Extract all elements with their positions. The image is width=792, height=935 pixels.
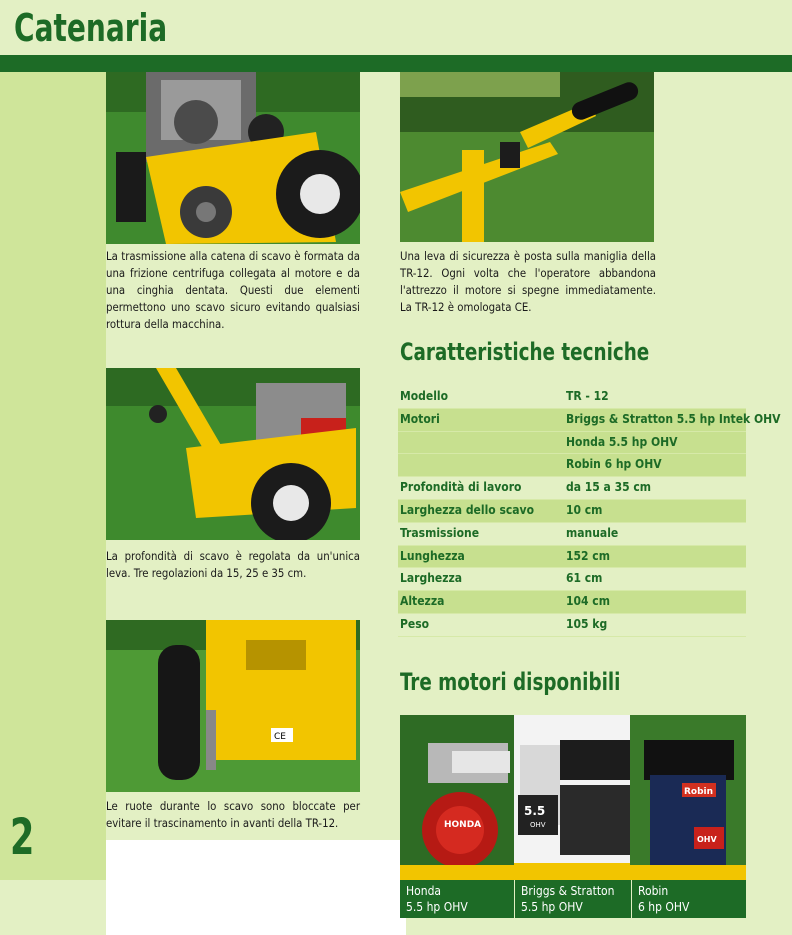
spec-row-model	[398, 386, 746, 409]
left-band	[0, 70, 106, 880]
spec-label: Larghezza	[400, 571, 463, 586]
title-bar	[0, 55, 792, 72]
spec-value: TR - 12	[566, 389, 609, 403]
spec-label: Profondità di lavoro	[400, 480, 522, 495]
photo-wheels	[106, 620, 360, 792]
photo-depth-lever	[106, 368, 360, 540]
caption-transmission: La trasmissione alla catena di scavo è formata da una frizione centrifuga collegata al motore e da una cinghia dentata. Questi due elementi permettono uno scavo sicuro evitando qualsiasi rottura della macchina.	[106, 250, 360, 331]
spec-value: 104 cm	[566, 594, 610, 609]
caption-depth-lever: La profondità di scavo è regolata da un'unica leva. Tre regolazioni da 15, 25 e 35 cm.	[106, 550, 360, 580]
specs-heading: Caratteristiche tecniche	[400, 338, 650, 366]
spec-row-engines	[398, 409, 781, 432]
engine-label-honda	[400, 880, 514, 918]
spec-row-transmission	[398, 523, 746, 546]
spec-value: da 15 a 35 cm	[566, 480, 652, 495]
spec-label: Trasmissione	[400, 525, 480, 540]
specs-table	[398, 386, 781, 637]
spec-label: Altezza	[400, 594, 445, 609]
spec-row-breadth	[398, 568, 746, 591]
spec-row-weight	[398, 614, 746, 637]
spec-value: 152 cm	[566, 548, 610, 563]
spec-row-length	[398, 546, 746, 569]
bottom-margin	[106, 840, 406, 935]
honda-badge: HONDA	[444, 820, 482, 830]
page-title: Catenaria	[14, 6, 168, 50]
engine-spec: 5.5 hp OHV	[406, 900, 468, 914]
spec-row-engine-honda	[398, 432, 746, 455]
photo-engines	[400, 715, 746, 880]
robin-logo: Robin	[684, 787, 714, 797]
spec-label: Lunghezza	[400, 548, 465, 563]
robin-badge: OHV	[697, 835, 717, 844]
briggs-badge-sub: OHV	[530, 821, 546, 829]
spec-value: 105 kg	[566, 616, 608, 631]
photo-safety-lever	[400, 72, 654, 242]
page-number: 2	[10, 808, 35, 866]
spec-label: Motori	[400, 411, 440, 426]
spec-value: 10 cm	[566, 502, 603, 517]
spec-row-engine-robin	[398, 454, 746, 477]
spec-value: manuale	[566, 525, 619, 540]
spec-value: 61 cm	[566, 571, 603, 586]
briggs-badge: 5.5	[524, 804, 546, 818]
spec-value: Robin 6 hp OHV	[566, 457, 662, 472]
spec-row-height	[398, 591, 746, 614]
caption-wheels: Le ruote durante lo scavo sono bloccate per evitare il trascinamento in avanti della TR-12.	[106, 800, 360, 830]
engine-name: Briggs & Stratton	[521, 884, 615, 898]
caption-safety-lever: Una leva di sicurezza è posta sulla maniglia della TR-12. Ogni volta che l'operatore abbandona l'attrezzo il motore si spegne immediatamente. La TR-12 è omologata CE.	[400, 250, 656, 314]
spec-value: Briggs & Stratton 5.5 hp Intek OHV	[566, 411, 781, 426]
engines-heading: Tre motori disponibili	[400, 668, 621, 696]
ce-mark: CE	[274, 732, 286, 742]
spec-row-width	[398, 500, 746, 523]
spec-label: Larghezza dello scavo	[400, 502, 535, 517]
spec-label: Modello	[400, 389, 449, 403]
engine-label-robin	[632, 880, 746, 918]
engine-label-briggs	[515, 880, 631, 918]
spec-value: Honda 5.5 hp OHV	[566, 434, 678, 449]
engine-name: Honda	[406, 884, 442, 898]
engine-spec: 6 hp OHV	[638, 900, 690, 914]
spec-row-depth	[398, 477, 746, 500]
engine-spec: 5.5 hp OHV	[521, 900, 583, 914]
photo-transmission	[106, 72, 360, 244]
spec-label: Peso	[400, 616, 430, 631]
engine-name: Robin	[638, 884, 669, 898]
